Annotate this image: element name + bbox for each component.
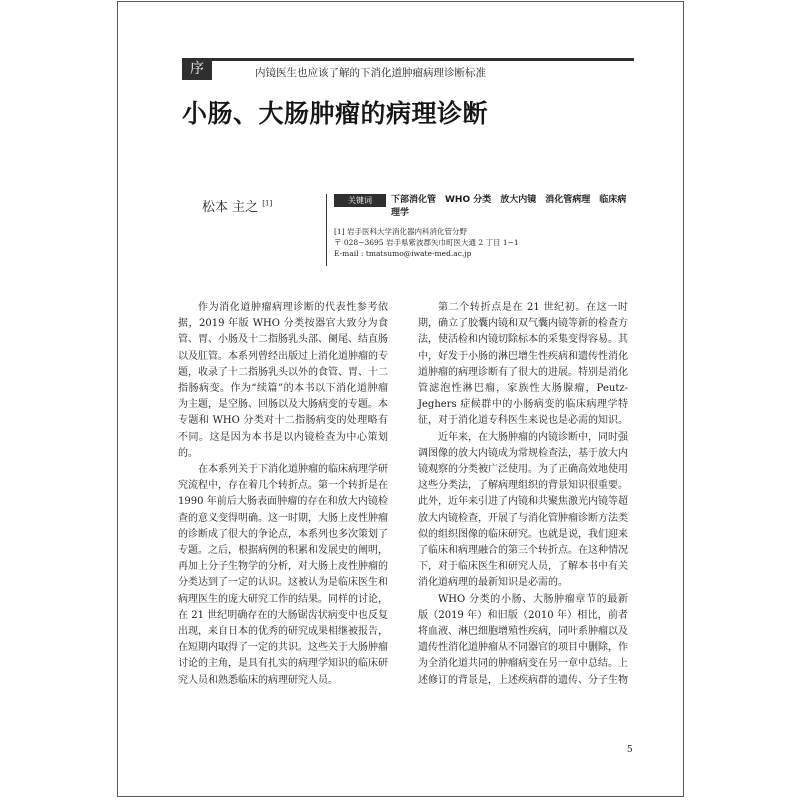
paragraph: 作为消化道肿瘤病理诊断的代表性参考依据，2019 年版 WHO 分类按器官大致分为食管、胃、小肠及十二指肠乳头部、阑尾、结直肠以及肛管。本系列曾经出版过上消化道肿瘤的专题，收录了十二指肠乳头以外的食管、胃、十二指肠病变。作为“续篇”的本书以下消化道肿瘤为主题，是空肠、回肠以及大肠病变的专题。本专题和 WHO 分类对十二指肠病变的处理略有不同。这是因为本书是以内镜检查为中心策划的。 — [178, 302, 388, 459]
affiliation-address: 〒 028−3695 岩手県紫波郡矢巾町医大通 2 丁目 1−1 — [334, 238, 519, 247]
author-ref: [1] — [262, 199, 273, 208]
article-title: 小肠、大肠肿瘤的病理诊断 — [182, 99, 489, 128]
paragraph: WHO 分类的小肠、大肠肿瘤章节的最新版（2019 年）和旧版（2010 年）相比，前者将血液、淋巴细胞增殖性疾病，同叶系肿瘤以及遗传性消化道肿瘤从不同器官的项目中删除，作为全消化道共同的肿瘤病变在另一章中总结。上述修订的背景是，上述疾病群的遗传、分子生物 — [418, 593, 628, 686]
paragraph: 在本系列关于下消化道肿瘤的临床病理学研究流程中，存在着几个转折点。第一个转折是在 1990 年前后大肠表面肿瘤的存在和放大内镜检查的意义变得明确。这一时期，大肠上皮性肿瘤的诊断成了很大的争论点，本系列也多次策划了专题。之后，根据病例的积累和发展史的阐明，再加上分子生物学的分析，对大肠上皮性肿瘤的分类达到了一定的认识。这被认为是临床医生和病理医生的庞大研究工作的结果。同样的讨论，在 21 世纪明确存在的大肠锯齿状病变中也反复出现，来自日本的优秀的研究成果相继被报告，在短期内取得了一定的共识。这些关于大肠肿瘤讨论的主角，是具有扎实的病理学知识的临床研究人员和熟悉临床的病理研究人员。 — [178, 464, 388, 686]
divider — [326, 194, 327, 266]
body-column-right — [418, 300, 628, 689]
affiliation-institution: [1] 岩手医科大学消化器内科消化管分野 — [334, 227, 468, 236]
affiliation — [334, 226, 519, 259]
section-label: 序 — [182, 58, 212, 80]
author-line — [202, 196, 272, 215]
paragraph: 近年来，在大肠肿瘤的内镜诊断中，同时强调图像的放大内镜成为常规检查法，基于放大内镜观察的分类被广泛使用。为了正确高效地使用这些分类法，了解病理组织的背景知识很重要。此外，近年来引进了内镜和共聚焦激光内镜等超放大内镜检查，开展了与消化管肿瘤诊断方法类似的组织图像的临床研究。也就是说，我们迎来了临床和病理融合的第三个转折点。在这种情况下，对于临床医生和研究人员，了解本书中有关消化道病理的最新知识是必需的。 — [418, 431, 628, 589]
paragraph: 第二个转折点是在 21 世纪初。在这一时期，确立了胶囊内镜和双气囊内镜等新的检查方法，使活检和内镜切除标本的采集变得容易。其中，好发于小肠的淋巴增生性疾病和遗传性消化道肿瘤的病理诊断有了很大的进展。特别是消化管滤泡性淋巴瘤，家族性大肠腺瘤，Peutz-Jeghers 症候群中的小肠病变的临床病理学特征，对于消化道专科医生来说也是必需的知识。 — [418, 302, 628, 427]
body-column-left — [178, 300, 388, 689]
page-number: 5 — [627, 745, 633, 755]
keywords: 下部消化管 WHO 分类 放大内镜 消化管病理 临床病理学 — [391, 195, 627, 218]
author-name: 松本 主之 — [202, 200, 259, 215]
keywords-label: 关键词 — [334, 194, 386, 207]
section-subtitle: 内镜医生也应该了解的下消化道肿瘤病理诊断标准 — [255, 67, 486, 79]
header-rule — [212, 58, 634, 61]
journal-page — [117, 1, 684, 797]
affiliation-email: E-mail : tmatsumo@iwate-med.ac.jp — [334, 249, 472, 258]
